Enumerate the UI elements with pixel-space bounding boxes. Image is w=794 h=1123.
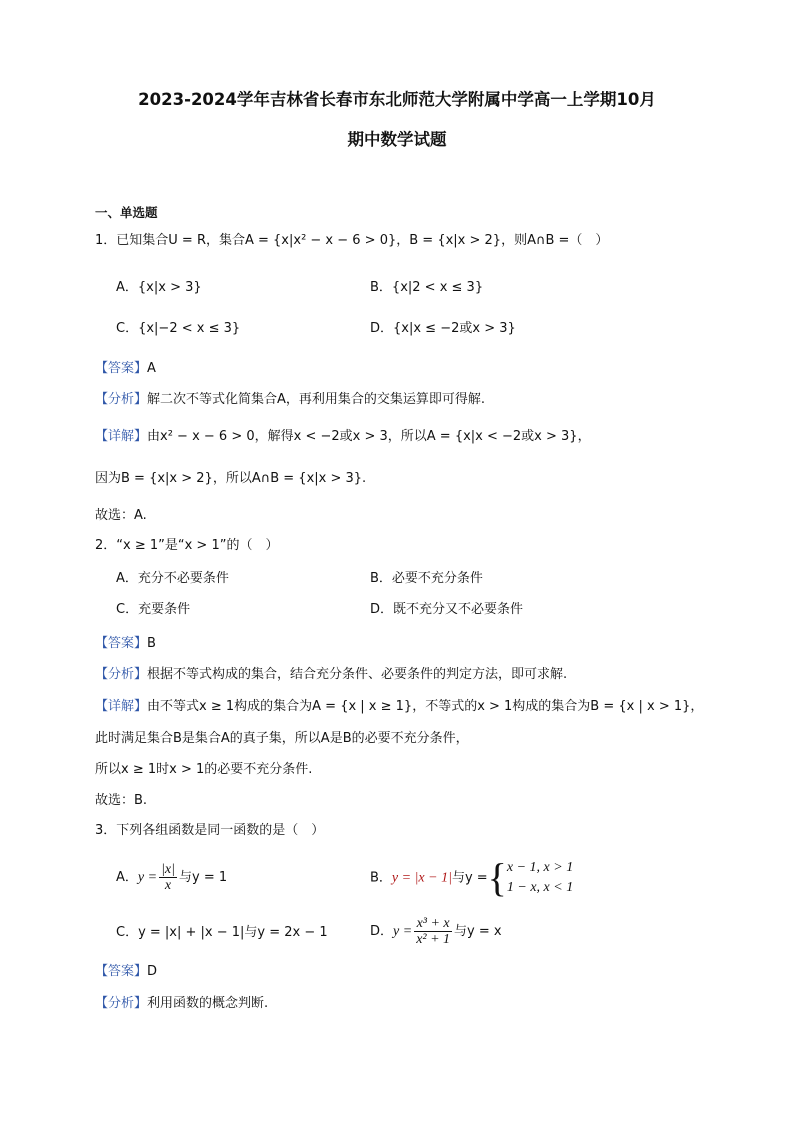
- q2-detail: [95, 698, 703, 716]
- analysis-tag: 【分析】: [95, 996, 148, 1011]
- q1-answer-value: A: [147, 361, 156, 376]
- q3-option-c-expr: y = |x| + |x − 1|与y = 2x − 1: [138, 925, 328, 940]
- q2-conclusion: 故选：B.: [95, 793, 148, 808]
- q3-analysis-text: 利用函数的概念判断.: [147, 996, 269, 1011]
- q1-option-c: C．{x|−2 < x ≤ 3}: [116, 321, 241, 336]
- answer-tag: 【答案】: [95, 361, 148, 376]
- q3-option-a-fraction: [159, 862, 177, 893]
- q1-detail-line-2: 因为B = {x|x > 2}，所以A∩B = {x|x > 3}.: [95, 471, 367, 486]
- analysis-tag: 【分析】: [95, 667, 148, 682]
- analysis-tag: 【分析】: [95, 392, 148, 407]
- q3-answer: [95, 963, 157, 981]
- q2-detail-line-3: 所以x ≥ 1时x > 1的必要不充分条件.: [95, 762, 313, 777]
- q1-stem: 1．已知集合U = R，集合A = {x|x² − x − 6 > 0}，B = {x|x > 2}，则A∩B =（ ）: [95, 233, 609, 248]
- q1-option-a: A．{x|x > 3}: [116, 280, 202, 295]
- q1-analysis-text: 解二次不等式化简集合A，再利用集合的交集运算即可得解.: [147, 392, 486, 407]
- q1-detail: [95, 428, 591, 446]
- title-line-2: 期中数学试题: [347, 130, 447, 149]
- detail-tag: 【详解】: [95, 429, 148, 444]
- q3-option-a-denominator: x: [164, 878, 172, 893]
- q2-option-c: C．充要条件: [116, 602, 191, 617]
- brace-icon: {: [487, 855, 507, 900]
- q3-option-c: [116, 924, 328, 942]
- q3-option-a-lhs: y =: [137, 870, 158, 885]
- q3-option-a-tail: 与y = 1: [179, 870, 228, 885]
- q1-conclusion: 故选：A.: [95, 508, 147, 523]
- q3-option-a-label: A．: [116, 870, 138, 885]
- q1-option-d: D．{x|x ≤ −2或x > 3}: [370, 321, 516, 336]
- answer-tag: 【答案】: [95, 636, 148, 651]
- q3-option-d-fraction: [414, 916, 452, 947]
- answer-tag: 【答案】: [95, 964, 148, 979]
- q3-option-b: [370, 855, 574, 900]
- q3-option-d-tail: 与y = x: [454, 924, 502, 939]
- q1-answer: [95, 360, 156, 378]
- q2-option-d: D．既不充分又不必要条件: [370, 602, 524, 617]
- q3-option-d-lhs: y =: [393, 924, 413, 939]
- title-line-1: 2023-2024学年吉林省长春市东北师范大学附属中学高一上学期10月: [138, 90, 656, 109]
- q3-option-b-cases: [507, 858, 573, 898]
- q3-option-a-numerator: |x|: [161, 862, 175, 877]
- q2-option-b: B．必要不充分条件: [370, 571, 483, 586]
- q3-option-c-label: C．: [116, 925, 139, 940]
- q3-stem: 3．下列各组函数是同一函数的是（ ）: [95, 823, 325, 838]
- q3-option-b-case-1: x − 1, x > 1: [506, 860, 574, 875]
- q3-analysis: [95, 995, 268, 1013]
- q3-option-d-denominator: x² + 1: [416, 932, 451, 947]
- q2-answer: [95, 635, 156, 653]
- detail-tag: 【详解】: [95, 699, 148, 714]
- q2-answer-value: B: [147, 636, 156, 651]
- q3-option-d-label: D．: [370, 924, 394, 939]
- q2-stem: 2．“x ≥ 1”是“x > 1”的（ ）: [95, 538, 279, 553]
- q2-analysis: [95, 666, 567, 684]
- q2-analysis-text: 根据不等式构成的集合，结合充分条件、必要条件的判定方法，即可求解.: [147, 667, 568, 682]
- q2-option-a: A．充分不必要条件: [116, 571, 229, 586]
- q3-option-b-expr: y = |x − 1|: [391, 870, 452, 886]
- q3-option-a: [116, 862, 227, 894]
- q3-option-b-mid: 与y =: [451, 870, 488, 886]
- q3-option-b-label: B．: [370, 870, 392, 886]
- q3-option-b-case-2: 1 − x, x < 1: [506, 880, 574, 895]
- section-heading: 一、单选题: [95, 205, 158, 220]
- q1-detail-line-1: 由x² − x − 6 > 0，解得x < −2或x > 3，所以A = {x|x < −2或x > 3}，: [147, 429, 591, 444]
- q2-detail-line-2: 此时满足集合B是集合A的真子集，所以A是B的必要不充分条件，: [95, 731, 469, 746]
- q3-answer-value: D: [147, 964, 158, 979]
- q3-option-d: [370, 916, 502, 948]
- q1-option-b: B．{x|2 < x ≤ 3}: [370, 280, 484, 295]
- q3-option-d-numerator: x³ + x: [414, 916, 452, 932]
- q2-detail-line-1: 由不等式x ≥ 1构成的集合为A = {x | x ≥ 1}，不等式的x > 1构成的集合为B = {x | x > 1}，: [147, 699, 704, 714]
- q1-analysis: [95, 391, 485, 409]
